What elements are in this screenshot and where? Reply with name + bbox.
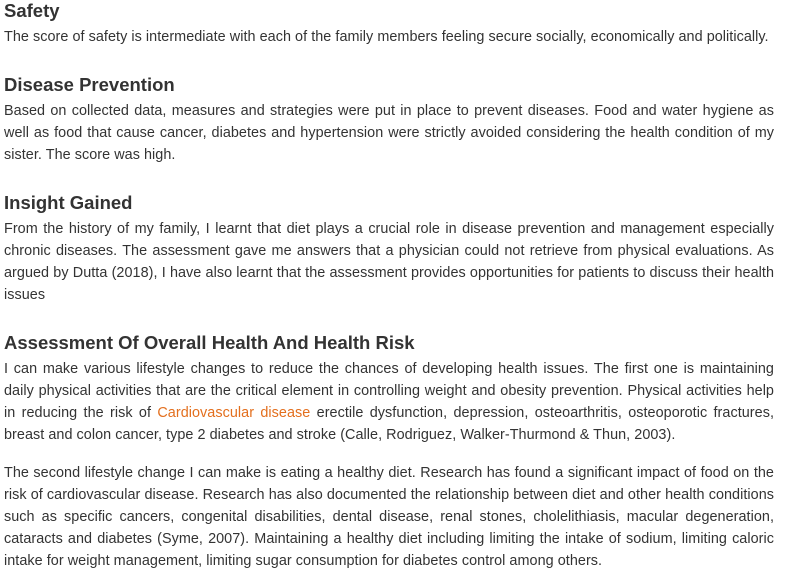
heading-disease-prevention: Disease Prevention — [4, 74, 175, 95]
assessment-text-after-link: erectile dysfunction, depression, osteoarthritis, osteoporotic fractures, breast and colon cancer, type 2 diabetes and stroke (Calle, Rodriguez, Walker-Thurmond & Thun, 2003). — [4, 405, 774, 443]
heading-insight-gained: Insight Gained — [4, 192, 133, 213]
heading-assessment: Assessment Of Overall Health And Health Risk — [4, 332, 415, 353]
section-assessment — [4, 332, 774, 572]
paragraph-safety: The score of safety is intermediate with each of the family members feeling secure socially, economically and politically. — [4, 29, 769, 45]
assessment-text-before-link: I can make various lifestyle changes to reduce the chances of developing health issues. The first one is maintaining daily physical activities that are the critical element in controlling weight and obesity prevention. Physical activities help in reducing the risk of — [4, 361, 774, 421]
section-insight-gained — [4, 192, 774, 306]
paragraph-disease-prevention: Based on collected data, measures and strategies were put in place to prevent diseases. Food and water hygiene as well as food that cause cancer, diabetes and hypertension were strictly avoided considering the health condition of my sister. The score was high. — [4, 103, 774, 163]
cardiovascular-disease-link[interactable]: Cardiovascular disease — [157, 405, 311, 421]
paragraph-assessment-2: The second lifestyle change I can make is eating a healthy diet. Research has found a significant impact of food on the risk of cardiovascular disease. Research has also documented the relationship between diet and other health conditions such as specific cancers, congenital disabilities, dental disease, renal stones, cholelithiasis, macular degeneration, cataracts and diabetes (Syme, 2007). Maintaining a healthy diet including limiting the intake of sodium, limiting caloric intake for weight management, limiting sugar consumption for diabetes control among others. — [4, 465, 774, 569]
section-safety — [4, 0, 774, 48]
paragraph-assessment-1 — [4, 358, 774, 446]
section-disease-prevention — [4, 74, 774, 166]
heading-safety: Safety — [4, 0, 60, 21]
paragraph-insight-gained: From the history of my family, I learnt that diet plays a crucial role in disease prevention and management especially chronic diseases. The assessment gave me answers that a physician could not retrieve from physical evaluations. As argued by Dutta (2018), I have also learnt that the assessment provides opportunities for patients to discuss their health issues — [4, 221, 774, 303]
